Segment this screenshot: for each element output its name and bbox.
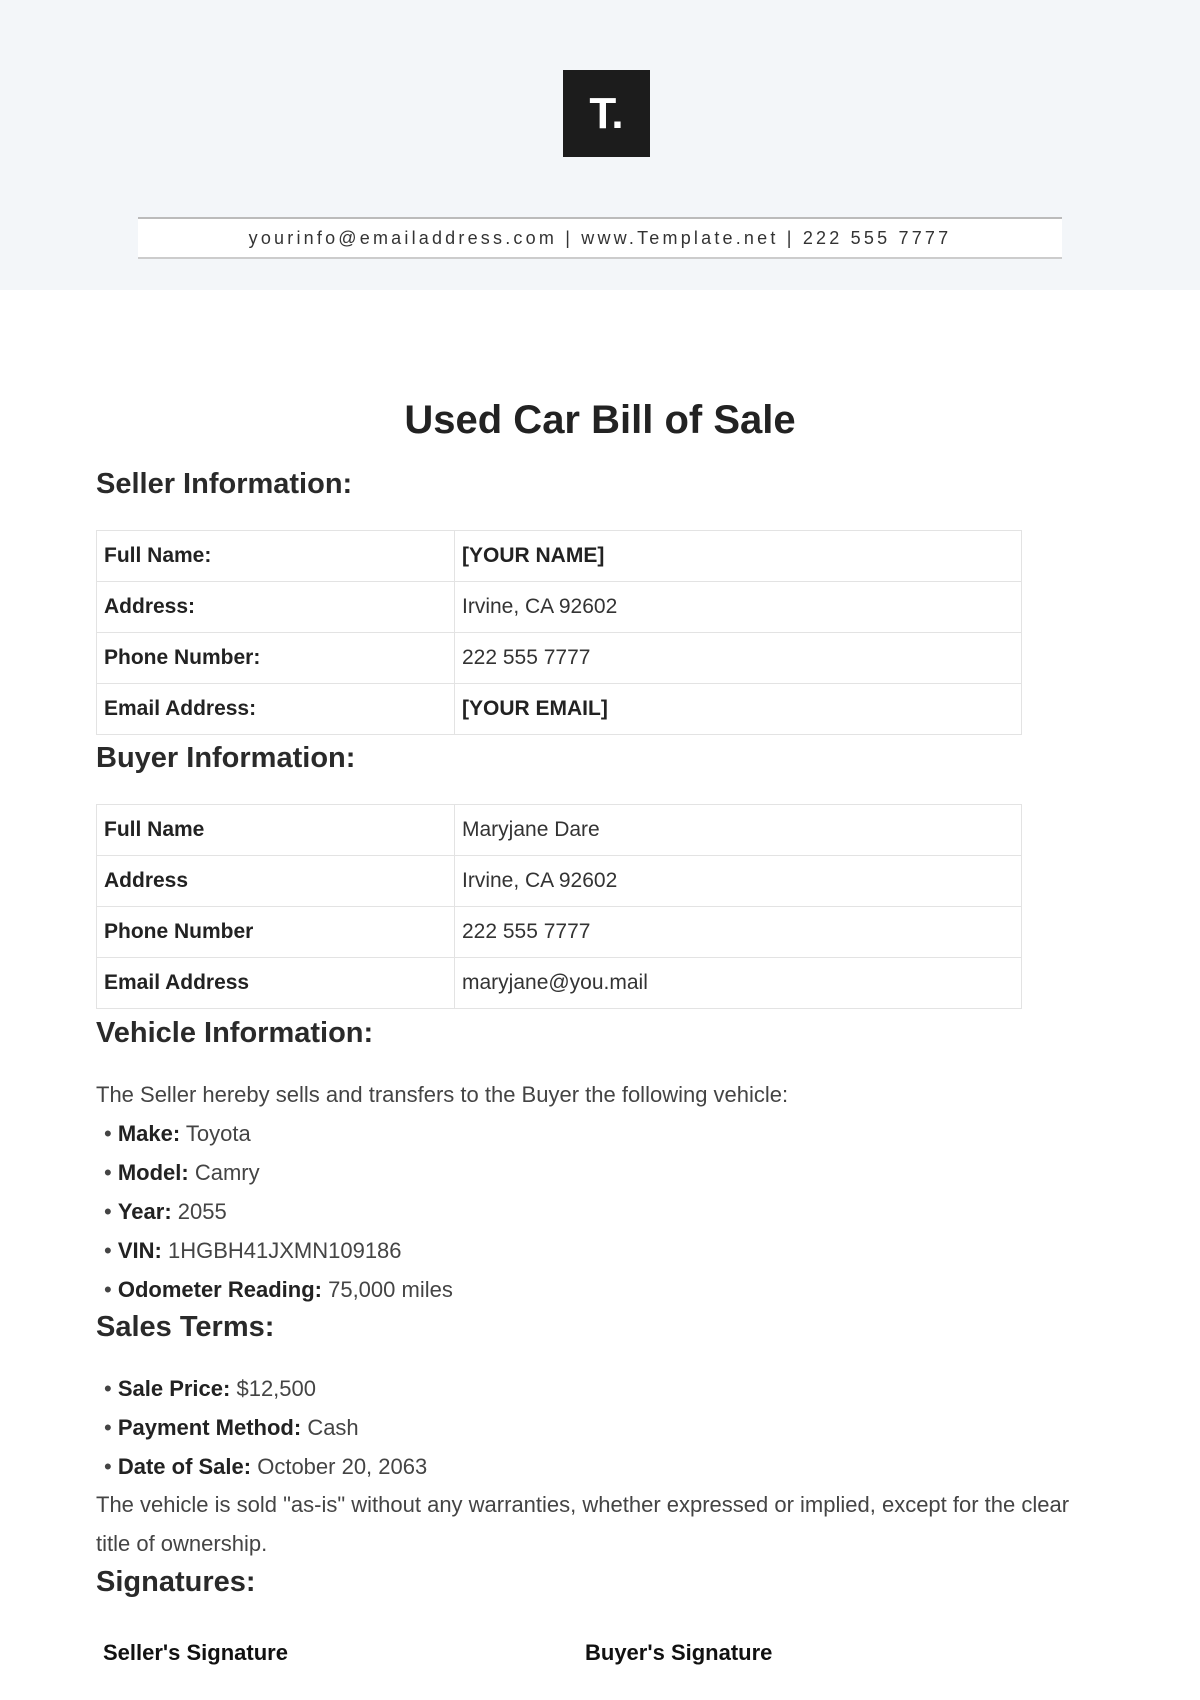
terms-heading: Sales Terms: bbox=[96, 1311, 275, 1343]
table-row bbox=[97, 805, 1022, 856]
vehicle-heading: Vehicle Information: bbox=[96, 1017, 374, 1049]
item-value: 75,000 miles bbox=[328, 1277, 453, 1302]
buyer-signature-label: Buyer's Signature bbox=[585, 1640, 773, 1665]
signatures-heading: Signatures: bbox=[96, 1566, 256, 1598]
seller-heading: Seller Information: bbox=[96, 468, 353, 500]
list-item: • Sale Price: $12,500 bbox=[104, 1376, 316, 1401]
item-value: $12,500 bbox=[236, 1376, 316, 1401]
table-row bbox=[97, 582, 1022, 633]
logo: T. bbox=[563, 70, 650, 157]
row-label: Email Address: bbox=[97, 684, 455, 735]
item-label: Year: bbox=[117, 1199, 172, 1224]
vehicle-list bbox=[104, 1114, 453, 1309]
buyer-heading: Buyer Information: bbox=[96, 742, 356, 774]
item-label: Sale Price: bbox=[117, 1376, 231, 1401]
row-label: Full Name: bbox=[97, 531, 455, 582]
row-value: Irvine, CA 92602 bbox=[455, 582, 1022, 633]
item-label: VIN: bbox=[117, 1238, 162, 1263]
item-value: Cash bbox=[307, 1415, 359, 1440]
page-title: Used Car Bill of Sale bbox=[404, 398, 796, 442]
list-item: • Year: 2055 bbox=[104, 1199, 227, 1224]
seller-table bbox=[96, 530, 1022, 735]
row-label: Address: bbox=[97, 582, 455, 633]
terms-list bbox=[104, 1369, 427, 1486]
contact-bar: yourinfo@emailaddress.com | www.Template.net | 222 555 7777 bbox=[138, 217, 1062, 259]
list-item: • Date of Sale: October 20, 2063 bbox=[104, 1454, 428, 1479]
list-item: • Make: Toyota bbox=[104, 1121, 251, 1146]
row-value: maryjane@you.mail bbox=[455, 958, 1022, 1009]
vehicle-intro: The Seller hereby sells and transfers to the Buyer the following vehicle: bbox=[96, 1082, 789, 1107]
item-label: Date of Sale: bbox=[117, 1454, 252, 1479]
item-value: 2055 bbox=[177, 1199, 227, 1224]
seller-signature-label: Seller's Signature bbox=[103, 1640, 288, 1665]
list-item: • Payment Method: Cash bbox=[104, 1415, 359, 1440]
table-row bbox=[97, 684, 1022, 735]
item-label: Odometer Reading: bbox=[117, 1277, 322, 1302]
row-value: Maryjane Dare bbox=[455, 805, 1022, 856]
table-row bbox=[97, 907, 1022, 958]
list-item: • Model: Camry bbox=[104, 1160, 260, 1185]
list-item: • VIN: 1HGBH41JXMN109186 bbox=[104, 1238, 402, 1263]
letterhead bbox=[0, 0, 1200, 290]
table-row bbox=[97, 856, 1022, 907]
row-value: 222 555 7777 bbox=[455, 907, 1022, 958]
item-value: Camry bbox=[194, 1160, 260, 1185]
item-value: Toyota bbox=[185, 1121, 251, 1146]
item-value: 1HGBH41JXMN109186 bbox=[167, 1238, 402, 1263]
row-label: Full Name bbox=[97, 805, 455, 856]
row-value: 222 555 7777 bbox=[455, 633, 1022, 684]
row-label: Address bbox=[97, 856, 455, 907]
item-label: Model: bbox=[117, 1160, 189, 1185]
as-is-note: The vehicle is sold "as-is" without any warranties, whether expressed or implied, except for the clear title of ownership. bbox=[96, 1492, 1070, 1556]
item-value: October 20, 2063 bbox=[257, 1454, 428, 1479]
row-value: Irvine, CA 92602 bbox=[455, 856, 1022, 907]
table-row bbox=[97, 633, 1022, 684]
list-item: • Odometer Reading: 75,000 miles bbox=[104, 1277, 453, 1302]
row-label: Phone Number bbox=[97, 907, 455, 958]
item-label: Payment Method: bbox=[117, 1415, 302, 1440]
table-row bbox=[97, 531, 1022, 582]
row-label: Phone Number: bbox=[97, 633, 455, 684]
row-label: Email Address bbox=[97, 958, 455, 1009]
buyer-table bbox=[96, 804, 1022, 1009]
row-value: [YOUR EMAIL] bbox=[455, 684, 1022, 735]
item-label: Make: bbox=[117, 1121, 181, 1146]
table-row bbox=[97, 958, 1022, 1009]
row-value: [YOUR NAME] bbox=[455, 531, 1022, 582]
